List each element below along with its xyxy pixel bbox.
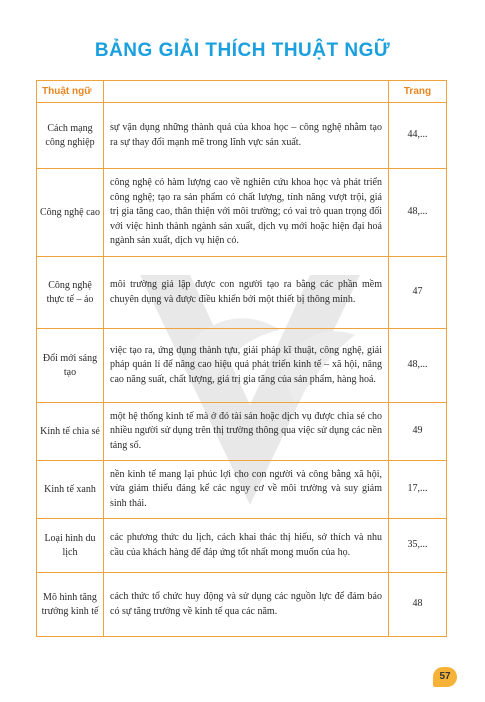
page-cell: 44,...: [389, 103, 447, 169]
definition-cell: việc tạo ra, ứng dụng thành tựu, giải pháp kĩ thuật, công nghệ, giải pháp quản lí để nâng cao hiệu quả phát triển kinh tế – xã hội, nâng cao năng suất, chất lượng, giá trị gia tăng của sản phẩm, hàng hoá.: [104, 329, 389, 403]
term-cell: Công nghệ cao: [37, 169, 104, 257]
term-cell: Công nghệ thực tế – ảo: [37, 257, 104, 329]
term-cell: Kinh tế xanh: [37, 461, 104, 519]
term-cell: Loại hình du lịch: [37, 519, 104, 573]
term-cell: Cách mạng công nghiệp: [37, 103, 104, 169]
table-row: [37, 403, 447, 461]
definition-cell: các phương thức du lịch, cách khai thác thị hiếu, sở thích và nhu cầu của khách hàng để đáp ứng tốt nhất mong muốn của họ.: [104, 519, 389, 573]
definition-cell: nền kinh tế mang lại phúc lợi cho con người và công bằng xã hội, vừa giảm thiểu đáng kể các nguy cơ về môi trường và suy giảm sinh thái.: [104, 461, 389, 519]
definition-cell: cách thức tổ chức huy động và sử dụng các nguồn lực để đảm bảo có sự tăng trưởng về kinh tế qua các năm.: [104, 573, 389, 637]
header-term: Thuật ngữ: [37, 81, 104, 103]
definition-cell: một hệ thống kinh tế mà ở đó tài sản hoặc dịch vụ được chia sẻ cho nhiều người sử dụng trên thị trường thông qua việc sử dụng các nền tảng số.: [104, 403, 389, 461]
page-cell: 47: [389, 257, 447, 329]
term-cell: Kinh tế chia sẻ: [37, 403, 104, 461]
header-definition: [104, 81, 389, 103]
table-row: [37, 329, 447, 403]
page-number-badge: 57: [433, 667, 457, 687]
page-cell: 48: [389, 573, 447, 637]
header-page: Trang: [389, 81, 447, 103]
page-cell: 17,...: [389, 461, 447, 519]
glossary-table: [36, 80, 447, 637]
page-cell: 48,...: [389, 329, 447, 403]
definition-cell: sự vận dụng những thành quả của khoa học – công nghệ nhằm tạo ra sự thay đổi mạnh mẽ trong lĩnh vực sản xuất.: [104, 103, 389, 169]
table-row: [37, 519, 447, 573]
table-row: [37, 169, 447, 257]
table-header-row: [37, 81, 447, 103]
page-cell: 35,...: [389, 519, 447, 573]
table-row: [37, 257, 447, 329]
table-row: [37, 103, 447, 169]
term-cell: Đổi mới sáng tạo: [37, 329, 104, 403]
definition-cell: môi trường giả lập được con người tạo ra bằng các phần mềm chuyên dụng và được điều khiển bởi một thiết bị thông minh.: [104, 257, 389, 329]
page-cell: 48,...: [389, 169, 447, 257]
page-title: BẢNG GIẢI THÍCH THUẬT NGỮ: [94, 40, 391, 61]
table-row: [37, 573, 447, 637]
table-row: [37, 461, 447, 519]
term-cell: Mô hình tăng trưởng kinh tế: [37, 573, 104, 637]
page-cell: 49: [389, 403, 447, 461]
definition-cell: công nghệ có hàm lượng cao về nghiên cứu khoa học và phát triển công nghệ; tạo ra sản phẩm có chất lượng, tính năng vượt trội, giá trị gia tăng cao, thân thiện với môi trường; có vai trò quan trọng đối với việc hình thành ngành sản xuất, dịch vụ mới hoặc hiện đại hoá ngành sản xuất, dịch vụ hiện có.: [104, 169, 389, 257]
